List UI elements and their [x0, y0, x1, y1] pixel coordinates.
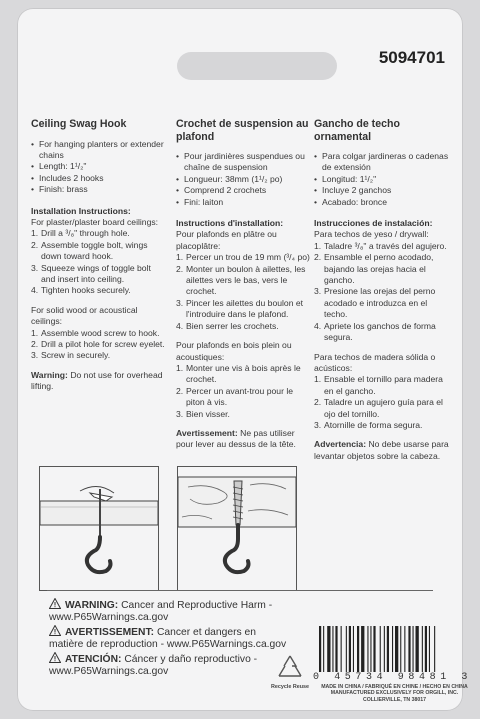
hang-hole [177, 52, 337, 80]
english-title: Ceiling Swag Hook [31, 118, 127, 130]
warning-triangle-icon [49, 598, 61, 609]
step-item: 2. Monter un boulon à ailettes, les ailettes vers le bas, vers le crochet. [176, 263, 306, 297]
feature-item: • Incluye 2 ganchos [314, 185, 449, 196]
step-item: 3. Bien visser. [176, 408, 230, 419]
step-item: 4. Bien serrer les crochets. [176, 320, 279, 331]
step-item: 4. Apriete los ganchos de forma segura. [314, 320, 436, 343]
feature-item: • Longitud: 1¹/₂" [314, 174, 449, 185]
step-item: 1. Monter une vis à bois après le crochet. [176, 362, 301, 385]
step-item: 3. Pincer les ailettes du boulon et l'introduire dans le plafond. [176, 297, 304, 320]
recycle-label: Recycle Reuse [270, 684, 310, 690]
feature-item: • Comprend 2 crochets [176, 185, 311, 196]
step-item: 3. Atornille de forma segura. [314, 419, 423, 430]
packaging-card [17, 8, 473, 711]
prop65-warning-es: ATENCIÓN: Cáncer y daño reproductivo - www.P65Warnings.ca.gov [49, 654, 258, 678]
french-wood-steps [176, 363, 311, 420]
manufactured-for-text: MANUFACTURED EXCLUSIVELY FOR ORGILL, INC. [330, 690, 459, 697]
feature-item: • Includes 2 hooks [31, 173, 166, 184]
address-text: COLLIERVILLE, TN 38017 [362, 696, 427, 703]
step-item: 1. Percer un trou de 19 mm (³/₄ po) [176, 252, 310, 263]
french-install-heading: Instructions d'installation: [176, 218, 284, 229]
english-plaster-intro: For plaster/plaster board ceilings: [31, 216, 159, 227]
french-plaster-steps [176, 252, 311, 332]
english-plaster-steps [31, 228, 166, 296]
spanish-wood-intro: Para techos de madera sólida o acústicos: [314, 351, 436, 373]
spanish-plaster-intro: Para techos de yeso / drywall: [314, 229, 429, 240]
wood-screw-illustration [177, 466, 297, 591]
made-in-text: MADE IN CHINA / FABRIQUÉ EN CHINE / HECHO EN CHINA [321, 684, 468, 690]
feature-item: • For hanging planters or extender chains [31, 139, 166, 162]
english-wood-intro: For solid wood or acoustical ceilings: [31, 304, 138, 327]
barcode [317, 626, 467, 672]
step-item: 2. Ensamble el perno acodado, bajando las orejas hacia el gancho. [314, 252, 434, 286]
step-item: 3. Presione las orejas del perno acodado e introduzca en el techo. [314, 286, 436, 320]
step-item: 3. Screw in securely. [31, 350, 111, 361]
barcode-digits: 0 45734 98481 3 [313, 672, 473, 683]
feature-item: • Longueur: 38mm (1¹/₂ po) [176, 174, 311, 185]
spanish-title: Gancho de techo ornamental [314, 118, 400, 143]
spanish-warning: Advertencia: No debe usarse para levantar objetos sobre la cabeza. [314, 439, 449, 461]
warning-triangle-icon [49, 652, 61, 663]
step-item: 1. Ensable el tornillo para madera en el gancho. [314, 374, 443, 396]
sku-number: 5094701 [378, 48, 445, 67]
warning-triangle-icon [49, 625, 61, 636]
step-item: 2. Drill a pilot hole for screw eyelet. [31, 339, 165, 349]
feature-item: • Fini: laiton [176, 197, 311, 208]
french-title: Crochet de suspension au plafond [176, 118, 309, 143]
step-item: 3. Squeeze wings of toggle bolt and insert into ceiling. [31, 262, 151, 284]
french-column [176, 118, 311, 451]
feature-item: • Length: 1¹/₂" [31, 161, 166, 172]
french-plaster-intro: Pour plafonds en plâtre ou placoplâtre: [176, 229, 277, 251]
english-install-heading: Installation Instructions: [31, 205, 131, 216]
french-wood-intro: Pour plafonds en bois plein ou acoustiques: [176, 340, 292, 362]
step-item: 2. Taladre un agujero guía para el ojo del tornillo. [314, 397, 443, 419]
english-column [31, 118, 166, 393]
step-item: 4. Tighten hooks securely. [31, 285, 131, 296]
english-features [31, 139, 166, 196]
feature-item: • Para colgar jardineras o cadenas de extensión [314, 151, 449, 174]
english-warning: Warning: Do not use for overhead lifting. [31, 369, 163, 392]
step-item: 1. Drill a ³/₈" through hole. [31, 228, 130, 239]
origin-info [317, 684, 472, 703]
french-warning: Avertissement: Ne pas utiliser pour lever au dessus de la tête. [176, 427, 296, 450]
spanish-install-heading: Instrucciones de instalación: [314, 218, 433, 229]
section-divider [47, 590, 433, 591]
spanish-wood-steps [314, 374, 449, 431]
step-item: 1. Taladre ³/₈" a través del agujero. [314, 240, 447, 251]
spanish-column [314, 118, 449, 462]
feature-item: • Finish: brass [31, 184, 166, 195]
step-item: 2. Percer un avant-trou pour le piton à vis. [176, 385, 294, 408]
toggle-bolt-illustration [39, 466, 159, 591]
feature-item: • Acabado: bronce [314, 197, 449, 208]
prop65-warning-fr: AVERTISSEMENT: Cancer et dangers en matière de reproduction - www.P65Warnings.ca.gov [49, 627, 287, 651]
recycle-icon [275, 654, 305, 680]
spanish-plaster-steps [314, 241, 449, 344]
french-features [176, 151, 311, 208]
spanish-features [314, 151, 449, 208]
english-wood-steps [31, 328, 166, 362]
feature-item: • Pour jardinières suspendues ou chaîne de suspension [176, 151, 311, 174]
step-item: 1. Assemble wood screw to hook. [31, 327, 160, 338]
step-item: 2. Assemble toggle bolt, wings down toward hook. [31, 239, 148, 262]
prop65-warning-en: WARNING: Cancer and Reproductive Harm - www.P65Warnings.ca.gov [49, 600, 273, 624]
